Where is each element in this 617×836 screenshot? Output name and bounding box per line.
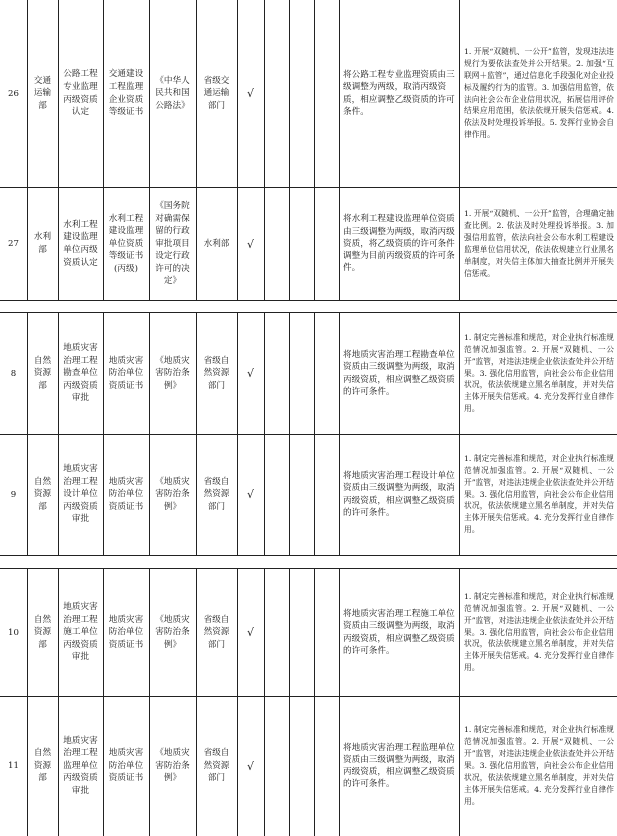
item-name: 地质灾害治理工程勘查单位丙级资质审批 <box>63 343 98 404</box>
authority: 水利部 <box>203 238 230 249</box>
page-gap <box>0 301 617 312</box>
legal-basis: 《地质灾害防治条例》 <box>155 748 190 784</box>
item-name: 地质灾害治理工程施工单位丙级资质审批 <box>63 602 98 663</box>
legal-basis: 《中华人民共和国公路法》 <box>155 75 190 111</box>
table-row <box>0 434 617 556</box>
authority: 省级交通运输部门 <box>203 75 230 111</box>
authority: 省级自然资源部门 <box>203 355 230 391</box>
certificate-name: 地质灾害防治单位资质证书 <box>108 355 144 391</box>
certificate-name: 地质灾害防治单位资质证书 <box>108 748 144 784</box>
table-row <box>0 188 617 301</box>
legal-basis: 《地质灾害防治条例》 <box>155 614 190 650</box>
legal-basis: 《国务院对确需保留的行政审批项目设定行政许可的决定》 <box>155 200 190 287</box>
reform-content: 将地质灾害治理工程勘查单位资质由三级调整为两级，取消丙级资质，相应调整乙级资质的许可条件。 <box>343 350 455 397</box>
row-number: 26 <box>8 88 19 99</box>
authority: 省级自然资源部门 <box>203 614 230 650</box>
authority: 省级自然资源部门 <box>203 476 230 512</box>
department: 水利部 <box>33 232 52 255</box>
legal-basis: 《地质灾害防治条例》 <box>155 355 190 391</box>
supervision-measures: 1. 制定完善标准和规范，对企业执行标准规范情况加强监管。2. 开展“双随机、一公开”监管，对违法违规企业依法查处并公开结果。3. 强化信用监管，向社会公布企业信用状况，依法依规建立黑名单制度，并对失信主体开展失信惩戒。4. 充分发挥行业自律作用。 <box>464 591 614 673</box>
item-name: 水利工程建设监理单位丙级资质认定 <box>63 219 98 268</box>
supervision-measures: 1. 开展“双随机、一公开”监管，合理确定抽查比例。2. 依法及时处理投诉举报。3. 加强信用监管，依法向社会公布水利工程建设监理单位信用状况，依法依规建立行业黑名单制度，对失信主体加大抽查比例并开展失信惩戒。 <box>464 209 614 278</box>
row-number: 9 <box>10 489 17 500</box>
table-row <box>0 568 617 697</box>
certificate-name: 地质灾害防治单位资质证书 <box>108 476 144 512</box>
reform-content: 将地质灾害治理工程设计单位资质由三级调整为两级，取消丙级资质，相应调整乙级资质的许可条件。 <box>343 471 455 518</box>
supervision-measures: 1. 制定完善标准和规范，对企业执行标准规范情况加强监管。2. 开展“双随机、一公开”监管，对违法违规企业依法查处并公开结果。3. 强化信用监管，向社会公布企业信用状况，依法依规建立黑名单制度，并对失信主体开展失信惩戒。4. 充分发挥行业自律作用。 <box>464 332 614 414</box>
checkmark: √ <box>246 626 254 639</box>
reform-content: 将水利工程建设监理单位资质由三级调整为两级，取消丙级资质，将乙级资质的许可条件调整为目前丙级资质的许可条件。 <box>343 214 455 274</box>
page-gap <box>0 556 617 568</box>
table-row <box>0 312 617 435</box>
row-number: 10 <box>8 627 19 638</box>
checkmark: √ <box>246 87 254 100</box>
row-number: 27 <box>8 239 19 249</box>
row-number: 11 <box>8 761 19 771</box>
checkmark: √ <box>246 237 254 251</box>
certificate-name: 交通建设工程监理企业资质等级证书 <box>108 69 144 118</box>
department: 自然资源部 <box>33 355 52 391</box>
department: 自然资源部 <box>33 614 52 650</box>
reform-content: 将地质灾害治理工程施工单位资质由三级调整为两级，取消丙级资质，相应调整乙级资质的许可条件。 <box>343 609 455 656</box>
certificate-name: 水利工程建设监理单位资质等级证书(丙级) <box>108 213 144 274</box>
checkmark: √ <box>246 367 254 380</box>
legal-basis: 《地质灾害防治条例》 <box>155 476 190 512</box>
checkmark: √ <box>246 759 254 773</box>
supervision-measures: 1. 制定完善标准和规范，对企业执行标准规范情况加强监管。2. 开展“双随机、一公开”监管，对违法违规企业依法查处并公开结果。3. 强化信用监管，向社会公布企业信用状况，依法依规建立黑名单制度，并对失信主体开展失信惩戒。4. 充分发挥行业自律作用。 <box>464 725 614 806</box>
table-row <box>0 0 617 188</box>
item-name: 地质灾害治理工程设计单位丙级资质审批 <box>63 464 98 525</box>
department: 交通运输部 <box>33 75 52 111</box>
checkmark: √ <box>246 488 254 501</box>
authority: 省级自然资源部门 <box>203 748 230 784</box>
department: 自然资源部 <box>33 476 52 512</box>
reform-content: 将公路工程专业监理资质由三级调整为两级，取消丙级资质，相应调整乙级资质的许可条件。 <box>343 70 455 117</box>
reform-content: 将地质灾害治理工程监理单位资质由三级调整为两级，取消丙级资质，相应调整乙级资质的许可条件。 <box>343 742 455 790</box>
supervision-measures: 1. 开展“双随机、一公开”监管，发现违法违规行为要依法查处并公开结果。2. 加强“互联网＋监管”，通过信息化手段强化对企业投标及履约行为的监管。3. 加强信用监管，依法向社会公布企业信用状况，拓展信用评价结果应用范围，依法依规开展失信惩戒。4. 依法及时处理投诉举报。5. 发挥行业协会自律作用。 <box>464 46 614 140</box>
table-row <box>0 696 617 836</box>
supervision-measures: 1. 制定完善标准和规范，对企业执行标准规范情况加强监管。2. 开展“双随机、一公开”监管，对违法违规企业依法查处并公开结果。3. 强化信用监管，向社会公布企业信用状况，依法依规建立黑名单制度，并对失信主体开展失信惩戒。4. 充分发挥行业自律作用。 <box>464 453 614 535</box>
row-number: 8 <box>10 368 17 379</box>
certificate-name: 地质灾害防治单位资质证书 <box>108 614 144 650</box>
item-name: 公路工程专业监理丙级资质认定 <box>63 69 98 118</box>
item-name: 地质灾害治理工程监理单位丙级资质审批 <box>63 735 98 796</box>
department: 自然资源部 <box>33 748 52 784</box>
